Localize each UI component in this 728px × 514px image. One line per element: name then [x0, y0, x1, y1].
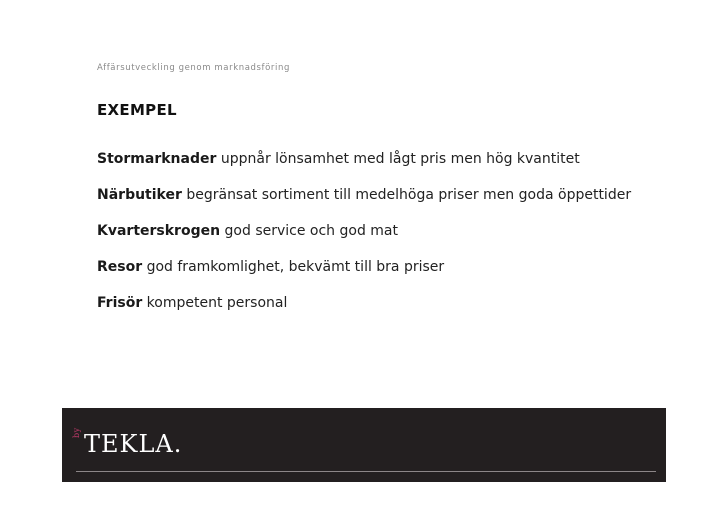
- item-term: Resor: [97, 259, 143, 275]
- list-item: [97, 222, 631, 258]
- example-list: [97, 150, 631, 330]
- item-term: Närbutiker: [97, 187, 182, 203]
- logo-prefix: by: [72, 427, 81, 438]
- page-heading: EXEMPEL: [97, 101, 177, 119]
- item-text: begränsat sortiment till medelhöga priser men goda öppettider: [181, 187, 632, 203]
- list-item: [97, 186, 631, 222]
- page-subtitle: Affärsutveckling genom marknadsföring: [97, 63, 290, 73]
- item-term: Kvarterskrogen: [97, 223, 221, 239]
- item-text: uppnår lönsamhet med lågt pris men hög kvantitet: [216, 151, 580, 167]
- logo-name: TEKLA.: [84, 430, 183, 458]
- item-text: god framkomlighet, bekvämt till bra priser: [142, 259, 445, 275]
- list-item: [97, 258, 631, 294]
- footer-band: [62, 408, 666, 482]
- list-item: [97, 150, 631, 186]
- item-term: Frisör: [97, 295, 143, 311]
- item-text: god service och god mat: [220, 223, 398, 239]
- footer-divider: [76, 471, 656, 472]
- item-text: kompetent personal: [142, 295, 288, 311]
- item-term: Stormarknader: [97, 151, 217, 167]
- list-item: [97, 294, 631, 330]
